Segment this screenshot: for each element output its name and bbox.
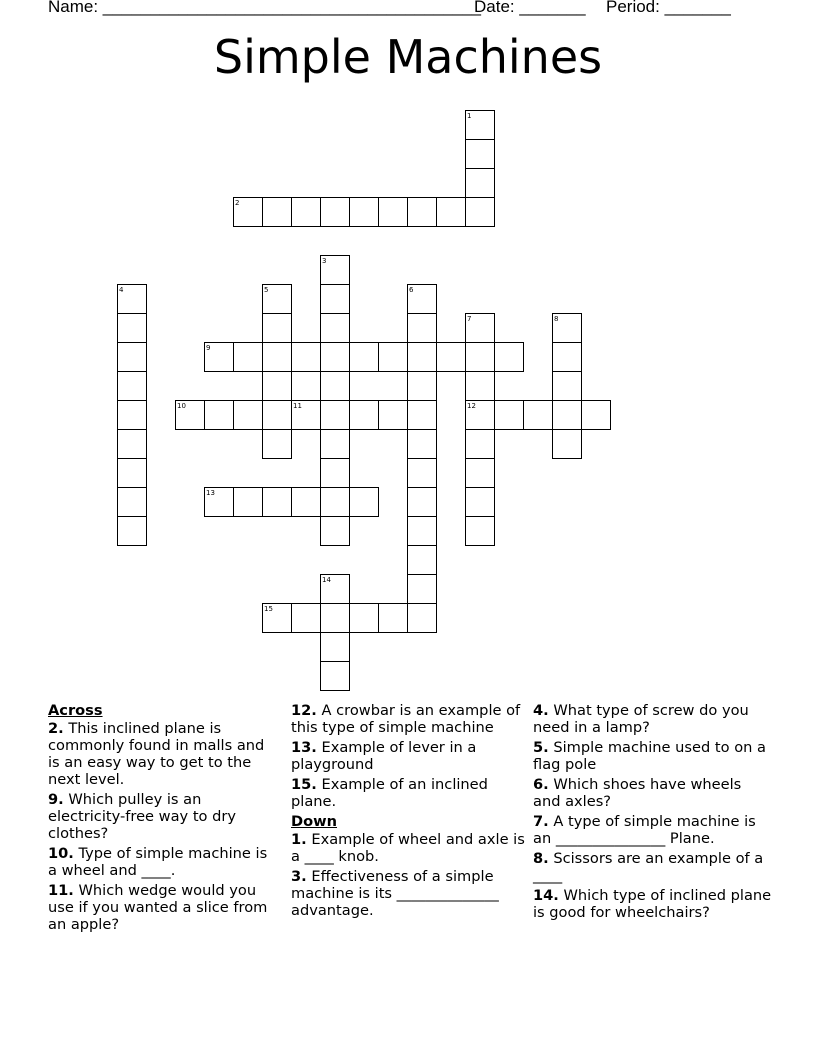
clue-across-11: 11. Which wedge would you use if you wanted a slice from an apple? xyxy=(48,882,268,933)
crossword-cell[interactable] xyxy=(117,342,147,372)
crossword-cell[interactable] xyxy=(552,400,582,430)
crossword-cell[interactable] xyxy=(262,400,292,430)
crossword-cell[interactable] xyxy=(117,516,147,546)
clue-down-4: 4. What type of screw do you need in a lamp? xyxy=(533,702,749,736)
crossword-cell[interactable] xyxy=(465,313,495,343)
crossword-cell[interactable] xyxy=(465,516,495,546)
crossword-cell[interactable] xyxy=(262,342,292,372)
clue-number: 8 xyxy=(554,315,559,323)
crossword-cell[interactable] xyxy=(291,400,321,430)
clue-across-15: 15. Example of an inclined plane. xyxy=(291,776,488,810)
name-field[interactable]: Name: ________________________________________ xyxy=(48,0,481,16)
crossword-cell[interactable] xyxy=(320,632,350,662)
clue-across-9: 9. Which pulley is an electricity-free way to dry clothes? xyxy=(48,791,237,842)
clue-number: 2 xyxy=(235,199,240,207)
crossword-cell[interactable] xyxy=(465,110,495,140)
clues-column-2 xyxy=(291,702,527,922)
crossword-cell[interactable] xyxy=(233,487,263,517)
crossword-cell[interactable] xyxy=(407,284,437,314)
crossword-cell[interactable] xyxy=(320,342,350,372)
crossword-cell[interactable] xyxy=(349,487,379,517)
crossword-cell[interactable] xyxy=(204,400,234,430)
crossword-cell[interactable] xyxy=(117,487,147,517)
crossword-cell[interactable] xyxy=(291,603,321,633)
crossword-cell[interactable] xyxy=(320,284,350,314)
crossword-cell[interactable] xyxy=(407,487,437,517)
crossword-cell[interactable] xyxy=(320,255,350,285)
crossword-cell[interactable] xyxy=(465,429,495,459)
page-title: Simple Machines xyxy=(213,30,603,84)
crossword-cell[interactable] xyxy=(378,342,408,372)
clue-down-8: 8. Scissors are an example of a ____ xyxy=(533,850,764,884)
crossword-cell[interactable] xyxy=(407,400,437,430)
clue-across-2: 2. This inclined plane is commonly found in malls and is an easy way to get to the next level. xyxy=(48,720,265,788)
across-heading: Across xyxy=(48,702,103,719)
clue-down-1: 1. Example of wheel and axle is a ____ knob. xyxy=(291,831,525,865)
crossword-cell[interactable] xyxy=(262,371,292,401)
crossword-cell[interactable] xyxy=(320,574,350,604)
clue-number: 3 xyxy=(322,257,327,265)
clue-down-14: 14. Which type of inclined plane is good for wheelchairs? xyxy=(533,887,772,921)
crossword-cell[interactable] xyxy=(117,400,147,430)
clue-number: 10 xyxy=(177,402,186,410)
crossword-cell[interactable] xyxy=(407,342,437,372)
crossword-cell[interactable] xyxy=(436,342,466,372)
crossword-cell[interactable] xyxy=(465,458,495,488)
crossword-cell[interactable] xyxy=(407,197,437,227)
crossword-cell[interactable] xyxy=(320,603,350,633)
crossword-cell[interactable] xyxy=(494,400,524,430)
clue-number: 15 xyxy=(264,605,273,613)
crossword-cell[interactable] xyxy=(378,400,408,430)
crossword-cell[interactable] xyxy=(407,429,437,459)
crossword-cell[interactable] xyxy=(349,197,379,227)
clue-number: 6 xyxy=(409,286,414,294)
crossword-cell[interactable] xyxy=(581,400,611,430)
crossword-cell[interactable] xyxy=(407,371,437,401)
crossword-cell[interactable] xyxy=(320,516,350,546)
crossword-cell[interactable] xyxy=(291,487,321,517)
clue-number: 5 xyxy=(264,286,269,294)
crossword-cell[interactable] xyxy=(233,197,263,227)
crossword-cell[interactable] xyxy=(465,487,495,517)
clue-number: 1 xyxy=(467,112,472,120)
crossword-cell[interactable] xyxy=(552,313,582,343)
crossword-cell[interactable] xyxy=(204,487,234,517)
crossword-cell[interactable] xyxy=(233,400,263,430)
crossword-cell[interactable] xyxy=(407,603,437,633)
crossword-cell[interactable] xyxy=(320,400,350,430)
crossword-cell[interactable] xyxy=(378,603,408,633)
clue-down-5: 5. Simple machine used to on a flag pole xyxy=(533,739,766,773)
clue-down-7: 7. A type of simple machine is an _______________ Plane. xyxy=(533,813,756,847)
crossword-cell[interactable] xyxy=(262,313,292,343)
crossword-cell[interactable] xyxy=(465,400,495,430)
crossword-cell[interactable] xyxy=(233,342,263,372)
clue-number: 7 xyxy=(467,315,472,323)
crossword-cell[interactable] xyxy=(117,313,147,343)
crossword-cell[interactable] xyxy=(320,487,350,517)
crossword-cell[interactable] xyxy=(494,342,524,372)
crossword-cell[interactable] xyxy=(465,197,495,227)
crossword-cell[interactable] xyxy=(320,371,350,401)
crossword-cell[interactable] xyxy=(407,545,437,575)
crossword-cell[interactable] xyxy=(465,371,495,401)
crossword-cell[interactable] xyxy=(117,371,147,401)
crossword-cell[interactable] xyxy=(349,342,379,372)
crossword-cell[interactable] xyxy=(291,342,321,372)
clues-column-1 xyxy=(48,702,280,936)
crossword-cell[interactable] xyxy=(407,458,437,488)
crossword-cell[interactable] xyxy=(320,313,350,343)
clue-across-10: 10. Type of simple machine is a wheel and ____. xyxy=(48,845,268,879)
crossword-cell[interactable] xyxy=(117,284,147,314)
date-field[interactable]: Date: _______ xyxy=(474,0,586,16)
crossword-cell[interactable] xyxy=(523,400,553,430)
clue-down-6: 6. Which shoes have wheels and axles? xyxy=(533,776,742,810)
crossword-cell[interactable] xyxy=(262,197,292,227)
clue-number: 11 xyxy=(293,402,302,410)
crossword-cell[interactable] xyxy=(117,458,147,488)
crossword-cell[interactable] xyxy=(320,197,350,227)
crossword-cell[interactable] xyxy=(175,400,205,430)
clue-across-13: 13. Example of lever in a playground xyxy=(291,739,477,773)
crossword-cell[interactable] xyxy=(204,342,234,372)
crossword-cell[interactable] xyxy=(407,516,437,546)
crossword-cell[interactable] xyxy=(552,342,582,372)
crossword-cell[interactable] xyxy=(262,487,292,517)
crossword-cell[interactable] xyxy=(552,371,582,401)
clue-number: 13 xyxy=(206,489,215,497)
crossword-cell[interactable] xyxy=(291,197,321,227)
crossword-cell[interactable] xyxy=(262,429,292,459)
crossword-cell[interactable] xyxy=(117,429,147,459)
clue-number: 9 xyxy=(206,344,211,352)
crossword-cell[interactable] xyxy=(436,197,466,227)
crossword-cell[interactable] xyxy=(407,313,437,343)
crossword-cell[interactable] xyxy=(407,574,437,604)
period-field[interactable]: Period: _______ xyxy=(606,0,731,16)
crossword-cell[interactable] xyxy=(465,139,495,169)
crossword-cell[interactable] xyxy=(320,429,350,459)
down-heading: Down xyxy=(291,813,338,830)
clue-number: 12 xyxy=(467,402,476,410)
clue-down-3: 3. Effectiveness of a simple machine is its ______________ advantage. xyxy=(291,868,499,919)
crossword-cell[interactable] xyxy=(262,603,292,633)
clue-number: 14 xyxy=(322,576,331,584)
crossword-cell[interactable] xyxy=(320,661,350,691)
clue-across-12: 12. A crowbar is an example of this type of simple machine xyxy=(291,702,521,736)
crossword-cell[interactable] xyxy=(465,342,495,372)
crossword-cell[interactable] xyxy=(262,284,292,314)
crossword-cell[interactable] xyxy=(465,168,495,198)
clue-number: 4 xyxy=(119,286,124,294)
crossword-cell[interactable] xyxy=(378,197,408,227)
crossword-cell[interactable] xyxy=(320,458,350,488)
crossword-cell[interactable] xyxy=(349,400,379,430)
crossword-cell[interactable] xyxy=(349,603,379,633)
clues-column-3 xyxy=(533,702,773,924)
crossword-cell[interactable] xyxy=(552,429,582,459)
